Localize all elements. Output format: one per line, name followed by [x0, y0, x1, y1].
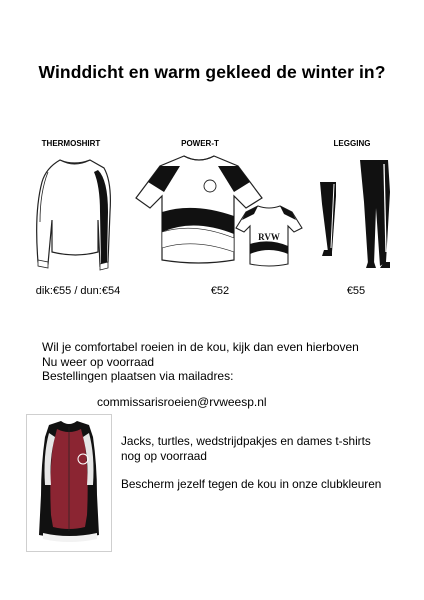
- order-email[interactable]: commissarisroeien@rvweesp.nl: [97, 395, 267, 409]
- legging-label: LEGGING: [333, 139, 371, 148]
- power-t-back-image: [234, 204, 304, 268]
- promo-line-protect: Bescherm jezelf tegen de kou in onze clubkleuren: [121, 477, 382, 491]
- promo-text: [121, 434, 381, 492]
- info-text: [42, 340, 359, 384]
- promo-spacer: [121, 463, 381, 477]
- info-line-comfort: Wil je comfortabel roeien in de kou, kijk dan even hierboven: [42, 340, 359, 354]
- vest-image: [27, 415, 111, 551]
- info-line-order: Bestellingen plaatsen via mailadres:: [42, 369, 234, 383]
- power-t-price: €52: [210, 285, 230, 297]
- thermoshirt-image: [28, 152, 124, 278]
- promo-line-items: Jacks, turtles, wedstrijdpakjes en dames t-shirts: [121, 434, 371, 448]
- info-line-stock: Nu weer op voorraad: [42, 354, 155, 369]
- legging-price: €55: [346, 285, 366, 297]
- power-t-label: POWER-T: [181, 139, 219, 148]
- thermoshirt-label: THERMOSHIRT: [41, 139, 101, 148]
- legging-image: [316, 152, 396, 274]
- svg-text:RVW: RVW: [258, 232, 280, 242]
- thermoshirt-price: dik:€55 / dun:€54: [35, 285, 121, 297]
- promo-line-stock: nog op voorraad: [121, 448, 207, 463]
- vest-photo: [26, 414, 112, 552]
- page-title: Winddicht en warm gekleed de winter in?: [38, 62, 386, 82]
